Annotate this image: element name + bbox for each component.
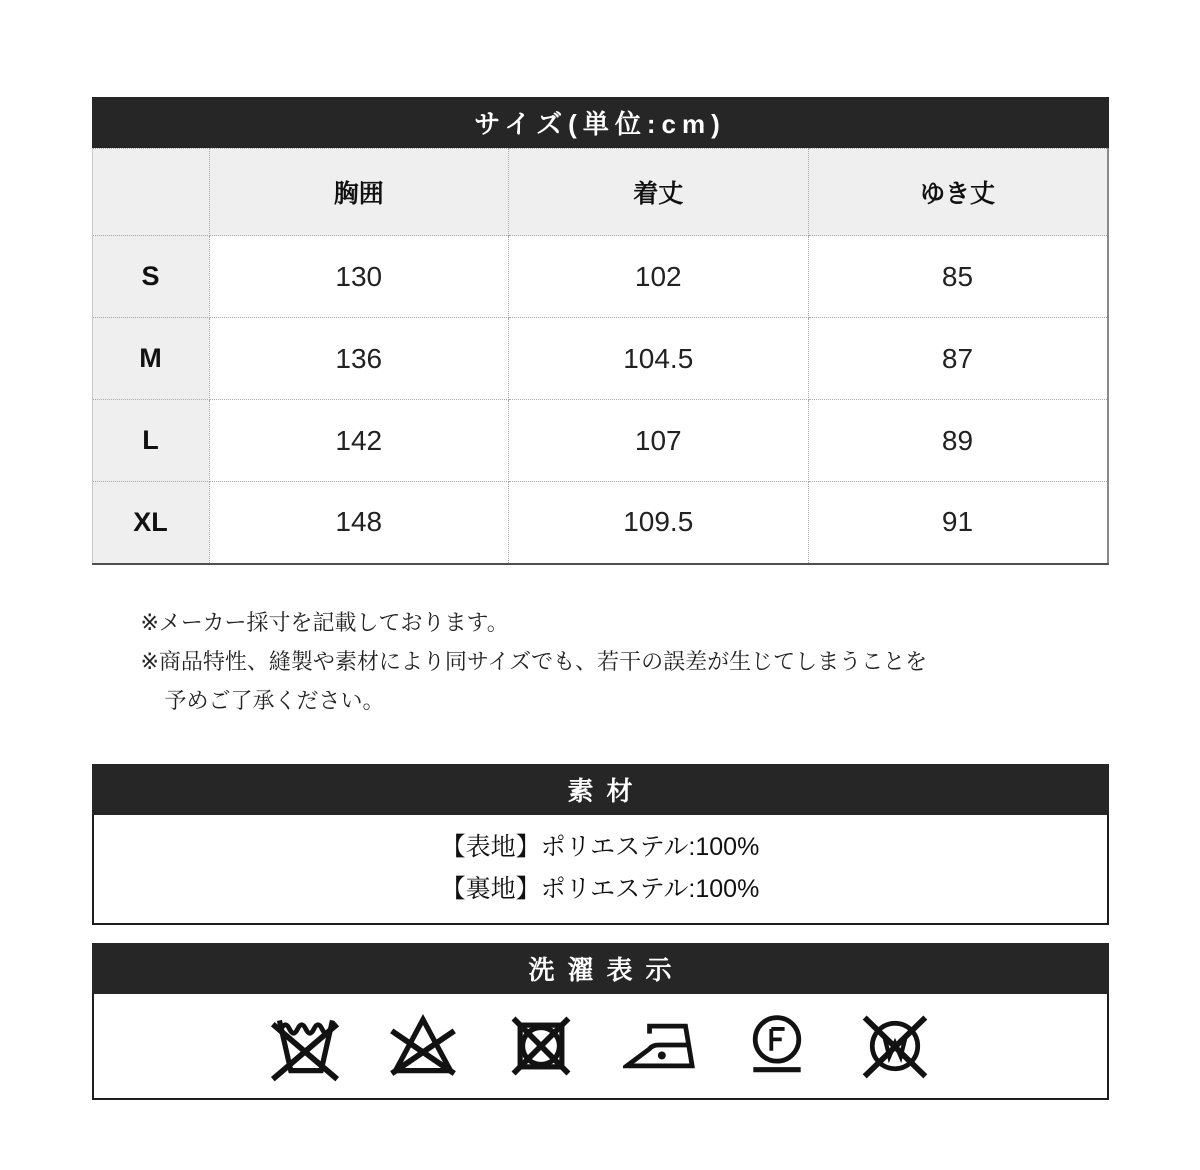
size-row-label: L <box>92 400 209 482</box>
iron-low-heat-icon <box>623 1008 695 1084</box>
size-cell: 102 <box>509 236 809 318</box>
column-header-chest: 胸囲 <box>209 149 509 236</box>
dry-clean-f-icon <box>741 1008 813 1084</box>
note-line: 予めご了承ください。 <box>164 687 385 713</box>
size-cell: 142 <box>209 400 509 482</box>
size-cell: 104.5 <box>509 318 809 400</box>
laundry-section-title: 洗濯表示 <box>528 954 685 985</box>
material-line-outer: 【表地】ポリエステル:100% <box>440 832 760 861</box>
size-row-label: XL <box>92 482 209 564</box>
size-row-xl <box>92 482 1108 564</box>
size-row-label: S <box>92 236 209 318</box>
measurement-notes <box>92 603 1109 720</box>
size-cell: 130 <box>209 236 509 318</box>
size-section-header <box>92 97 1109 148</box>
material-content <box>92 815 1109 925</box>
material-line-lining: 【裏地】ポリエステル:100% <box>440 874 760 903</box>
laundry-section <box>92 943 1109 1100</box>
size-cell: 89 <box>808 400 1108 482</box>
material-section-header <box>92 764 1109 815</box>
note-line: ※メーカー採寸を記載しております。 <box>140 609 509 635</box>
size-cell: 87 <box>808 318 1108 400</box>
size-cell: 148 <box>209 482 509 564</box>
page-content <box>92 0 1109 1100</box>
do-not-bleach-icon <box>387 1008 459 1084</box>
size-row-s <box>92 236 1108 318</box>
material-section-title: 素材 <box>567 775 646 806</box>
laundry-section-header <box>92 943 1109 994</box>
column-header-length: 着丈 <box>509 149 809 236</box>
size-row-m <box>92 318 1108 400</box>
size-cell: 91 <box>808 482 1108 564</box>
material-section <box>92 764 1109 925</box>
size-section-title: サイズ(単位:cm) <box>474 109 726 139</box>
do-not-wet-clean-icon <box>859 1008 931 1084</box>
note-line: ※商品特性、縫製や素材により同サイズでも、若干の誤差が生じてしまうことを <box>140 648 928 674</box>
size-cell: 107 <box>509 400 809 482</box>
size-table <box>92 148 1109 565</box>
size-cell: 109.5 <box>509 482 809 564</box>
size-cell: 85 <box>808 236 1108 318</box>
size-cell: 136 <box>209 318 509 400</box>
size-table-header-row <box>92 149 1108 236</box>
size-section <box>92 97 1109 565</box>
laundry-icons-row <box>92 994 1109 1100</box>
do-not-wash-icon <box>269 1008 341 1084</box>
size-row-label: M <box>92 318 209 400</box>
size-table-corner-cell <box>92 149 209 236</box>
do-not-tumble-dry-icon <box>505 1008 577 1084</box>
column-header-sleeve: ゆき丈 <box>808 149 1108 236</box>
size-row-l <box>92 400 1108 482</box>
